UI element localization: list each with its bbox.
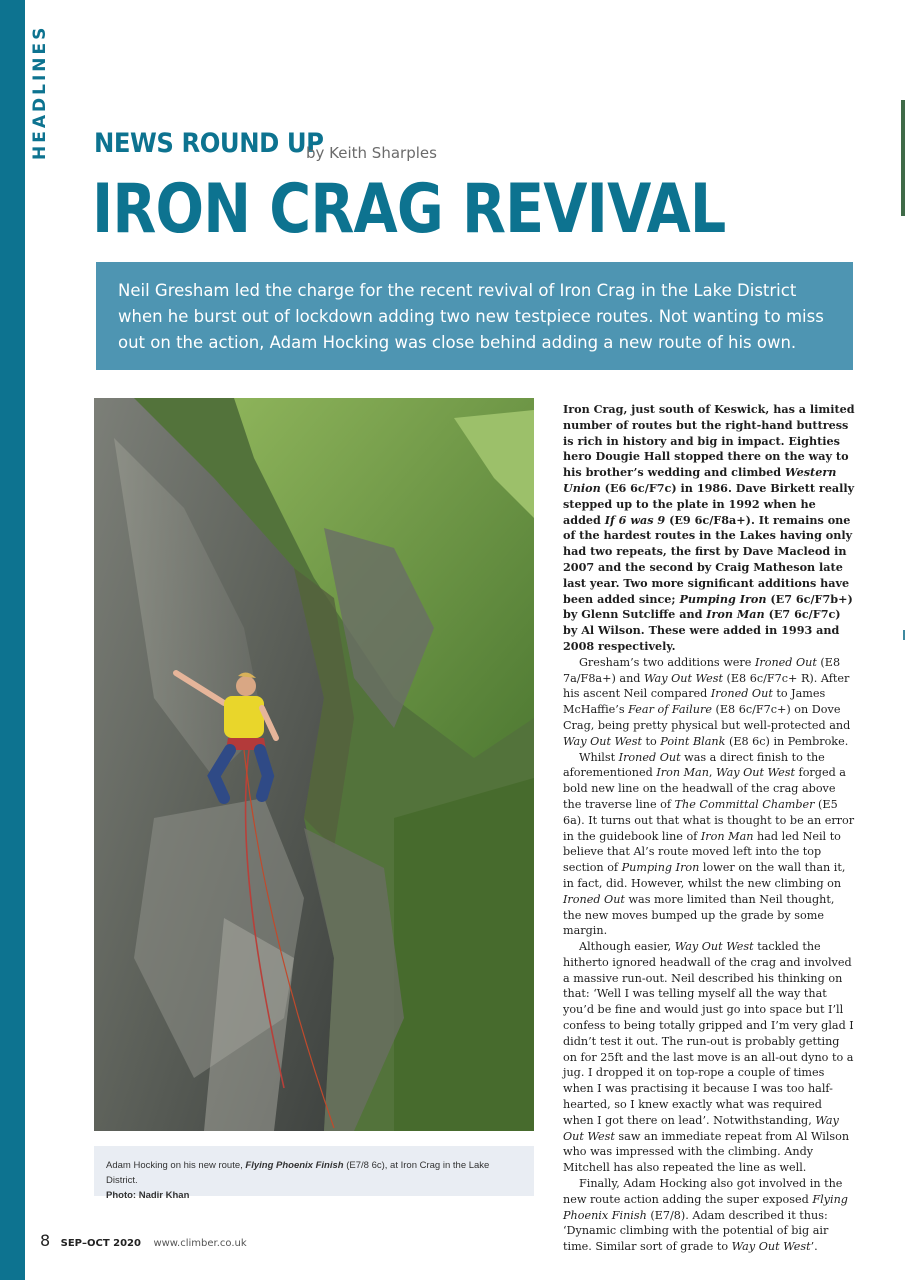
route-name: Western Union xyxy=(563,465,837,495)
page-number: 8 xyxy=(40,1231,51,1250)
article-paragraph-2 xyxy=(563,655,855,750)
text-run: (E7/8). Adam described it thus: ‘Dynamic climbing with the potential of big air time. Similar sort of grade to xyxy=(563,1208,829,1254)
kicker xyxy=(94,128,437,162)
route-name: Way Out West xyxy=(674,940,754,954)
route-name: Ironed Out xyxy=(563,892,625,906)
route-name: The Committal Chamber xyxy=(674,797,815,811)
article-body xyxy=(563,402,855,1255)
route-name: Ironed Out xyxy=(754,655,817,669)
route-name: Way Out West xyxy=(644,671,723,685)
website-link[interactable]: www.climber.co.uk xyxy=(153,1238,247,1249)
route-name: Pumping Iron xyxy=(679,591,767,606)
issue-date: SEP–OCT 2020 xyxy=(60,1238,141,1249)
text-run: (E5 6a). It turns out that what is thought to be an error in the guidebook line of xyxy=(563,797,855,843)
route-name: Iron Man xyxy=(700,829,754,843)
text-run: Finally, Adam Hocking also got involved in the new route action adding the super exposed xyxy=(563,1177,843,1206)
text-run: was a direct finish to the aforementioned xyxy=(563,750,825,780)
route-name: Way Out West xyxy=(716,766,795,780)
route-name: Way Out West xyxy=(563,734,642,748)
text-run: (E7 6c/F7b+) by Glenn Sutcliffe and xyxy=(563,591,853,622)
adjacent-page-edge xyxy=(901,100,905,216)
text-run: was more limited than Neil thought, the new moves bumped up the grade by some margin. xyxy=(563,892,835,938)
folio xyxy=(40,1231,247,1251)
caption-text: Adam Hocking on his new route, Flying Phoenix Finish (E7/8 6c), at Iron Crag in the Lake District. xyxy=(106,1160,490,1186)
route-name: If 6 was 9 xyxy=(604,512,666,527)
headline: IRON CRAG REVIVAL xyxy=(92,170,726,249)
article-paragraph-4 xyxy=(563,939,855,1176)
text-run: (E8 6c/F7c+) on Dove Crag, being pretty physical but well-protected and xyxy=(563,703,851,732)
route-name: Way Out West xyxy=(563,1113,839,1143)
route-name: Iron Man xyxy=(706,607,765,622)
text-run: to xyxy=(641,734,661,748)
text-run: saw an immediate repeat from Al Wilson who was impressed with the climbing. Andy Mitchell has also repeated the line as well. xyxy=(563,1129,850,1175)
text-run: (E7 6c/F7c) by Al Wilson. These were added in 1993 and 2008 respectively. xyxy=(563,607,841,653)
text-run: (E9 6c/F8a+). It remains one of the hardest routes in the Lakes having only had two repeats, the first by Dave Macleod in 2007 and the second by Craig Matheson late last year. Two more significant additions have been added since; xyxy=(563,512,853,606)
climbing-photo xyxy=(94,398,534,1131)
route-name: Flying Phoenix Finish xyxy=(563,1192,848,1222)
route-name: Pumping Iron xyxy=(621,861,700,875)
text-run: tackled the hitherto ignored headwall of the crag and involved a massive run-out. Neil described his thinking on that: ‘Well I was telling myself all the way that you’d be fine and would just go into space but I’ll confess to being totally gripped and I’m very glad I didn’t test it out. The run-out is probably getting on for 25ft and the last move is an all-out dyno to a jug. I dropped it on top-rope a couple of times when I was practising it because I was too half-hearted, so I knew exactly what was required when I got there on lead’. Notwithstanding, xyxy=(563,940,854,1127)
route-name: Ironed Out xyxy=(710,687,773,701)
route-name: Iron Man xyxy=(656,766,709,780)
text-run: ’. xyxy=(810,1240,818,1254)
photo-credit: Photo: Nadir Khan xyxy=(106,1190,190,1201)
text-run: Whilst xyxy=(579,750,619,764)
kicker-title: NEWS ROUND UP xyxy=(94,128,324,159)
text-run: (E8 6c) in Pembroke. xyxy=(725,734,849,748)
text-run: forged a bold new line on the headwall of the crag above the traverse line of xyxy=(563,766,846,811)
article-paragraph-3 xyxy=(563,750,855,940)
route-name: Fear of Failure xyxy=(628,703,712,717)
standfirst: Neil Gresham led the charge for the recent revival of Iron Crag in the Lake District when he burst out of lockdown adding two new testpiece routes. Not wanting to miss out on the action, Adam Hocking was close behind adding a new route of his own. xyxy=(96,262,853,370)
text-run: , xyxy=(708,766,717,780)
article-paragraph-5 xyxy=(563,1176,855,1255)
text-run: (E6 6c/F7c) in 1986. Dave Birkett really stepped up to the plate in 1992 when he added xyxy=(563,480,855,527)
text-run: lower on the wall than it, in fact, did. However, whilst the new climbing on xyxy=(563,861,846,890)
route-name: Point Blank xyxy=(660,734,726,748)
article-paragraph-1 xyxy=(563,402,855,655)
route-name: Ironed Out xyxy=(618,750,681,764)
route-name: Way Out West xyxy=(731,1240,811,1254)
byline: by Keith Sharples xyxy=(306,144,437,162)
side-color-bar xyxy=(0,0,25,1280)
text-run: Iron Crag, just south of Keswick, has a limited number of routes but the right-hand buttress is rich in history and big in impact. Eighties hero Dougie Hall stopped there on the way to his brother’s wedding and climbed xyxy=(563,402,855,480)
text-run: Although easier, xyxy=(579,940,675,954)
text-run: to James McHaffie’s xyxy=(563,687,826,717)
text-run: had led Neil to believe that Al’s route moved left into the top section of xyxy=(563,829,841,875)
text-run: Gresham’s two additions were xyxy=(579,655,755,669)
section-tag: HEADLINES xyxy=(30,24,50,160)
text-run: (E8 6c/F7c+ R). After his ascent Neil compared xyxy=(563,671,850,701)
text-run: (E8 7a/F8a+) and xyxy=(563,655,841,685)
photo-illustration xyxy=(94,398,534,1131)
photo-caption xyxy=(94,1146,534,1201)
